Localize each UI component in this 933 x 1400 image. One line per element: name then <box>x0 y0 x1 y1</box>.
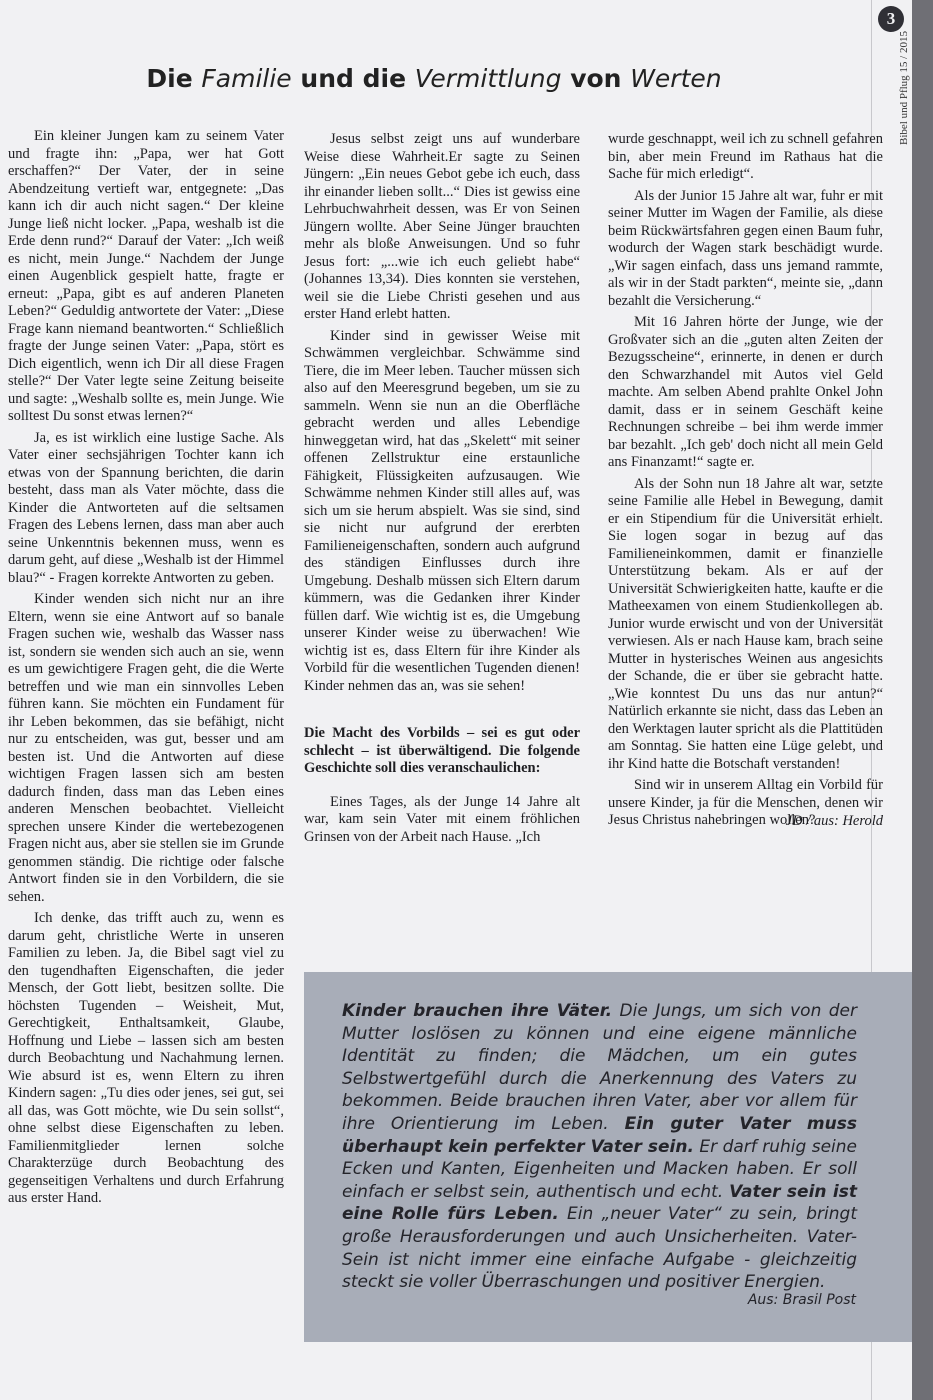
title-word: Die <box>146 64 193 93</box>
paragraph: Ich denke, das trifft auch zu, wenn es darum geht, christliche Werte in unseren Familien zu leben. Ja, die Bibel sagt viel zu den tugendhaften Eigenschaften, die jeder Mensch, der Gott liebt, besitzen sollte. Die höchsten Tugenden – Weisheit, Mut, Gerechtigkeit, Enthaltsamkeit, Glaube, Hoffnung und Liebe – lassen sich am besten durch Beobachtung und Nachahmung lernen. Wie absurd ist es, wenn Eltern zu ihren Kindern sagen: „Tu dies oder jenes, sei gut, sei all das, was Gott möchte, wie Du sein sollst“, ohne selbst diese Eigenschaften zu leben. Familienmitglieder lernen solche Charakterzüge durch Beobachtung des gegenseitigen Verhaltens und durch Erfahrung aus erster Hand. <box>8 910 284 1206</box>
quote-box-text <box>342 1000 857 1294</box>
title-word: von <box>570 64 622 93</box>
article-column-3 <box>608 131 883 830</box>
paragraph: Eines Tages, als der Junge 14 Jahre alt war, kam sein Vater mit einem fröhlichen Grinsen von der Arbeit nach Hause. „Ich <box>304 793 580 845</box>
title-word-italic: Familie <box>201 64 292 93</box>
paragraph: Kinder wenden sich nicht nur an ihre Eltern, wenn sie eine Antwort auf so banale Fragen suchen wie, weshalb das Wasser nass ist, sondern sie wenden sich auch an sie, wenn es um gewichtigere Fragen geht, die die Werte betreffen und wie man ein sinnvolles Leben führen kann. Sie möchten ein Fundament für ihr Leben bekommen, das sie befähigt, nicht nur zu entscheiden, was gut, besser und am besten ist. Und die Antworten auf diese wichtigen Fragen lassen sich am besten dadurch finden, dass man das Leben eines anderen Menschen beobachtet. Vielleicht sprechen unsere Kinder die wertebezogenen Fragen nicht aus, aber sie stellen sie im Grunde genommen ständig. Die richtige oder falsche Antwort finden sie in den Vorbildern, die sie sehen. <box>8 591 284 905</box>
quote-box <box>304 972 912 1342</box>
paragraph: Als der Junior 15 Jahre alt war, fuhr er mit seiner Mutter im Wagen der Familie, als diese beim Rückwärtsfahren gegen einen Baum fuhr, wodurch der Wagen stark beschädigt wurde. „Wir sagen einfach, dass uns jemand rammte, als wir in der Stadt parkten“, meinte sie, „dann bezahlt die Versicherung.“ <box>608 187 883 309</box>
quote-text: Die Jungs, um sich von der Mutter loslösen zu können und eine eigene männliche Identität zu finden; die Mädchen, um ein gutes Selbstwertgefühl durch die Anerkennung des Vaters zu bekommen. Beide brauchen ihren Vater, aber vor allem für ihre Orientierung im Leben. <box>342 1001 858 1134</box>
article-signature: JD / aus: Herold <box>785 812 883 829</box>
title-word: und die <box>300 64 407 93</box>
paragraph: Jesus selbst zeigt uns auf wunderbare Weise diese Wahrheit.Er sagte zu Seinen Jüngern: „Ein neues Gebot gebe ich euch, dass ihr einander lieben sollt...“ Dies ist gewiss eine Lehrbuchwahrheit dessen, was Er von Seinen Jüngern wollte. Aber Seine Jünger brauchten mehr als bloße Anweisungen. Und so fuhr Jesus fort: „...wie ich euch geliebt habe“ (Johannes 13,34). Dies konnten sie verstehen, weil sie die Liebe Christi gesehen und aus erster Hand erlebt hatten. <box>304 131 580 322</box>
quote-emphasis: Kinder brauchen ihre Väter. <box>342 1001 613 1021</box>
article-column-2 <box>304 131 580 846</box>
title-word-italic: Vermittlung <box>414 64 562 93</box>
quote-text: Ein „neuer Vater“ zu sein, bringt große Herausforderungen und auch Unsicherheiten. Vater-Sein ist nicht immer eine einfache Aufgabe - gleichzeitig steckt sie voller Überraschungen und positiver Energien. <box>342 1204 857 1293</box>
quote-emphasis: Vater sein ist eine Rolle fürs Leben. <box>342 1181 858 1225</box>
paragraph: Ein kleiner Jungen kam zu seinem Vater und fragte ihn: „Papa, wer hat Gott erschaffen?“ Der Vater, der in seine Abendzeitung vertieft war, entgegnete: „Das kann ich dir auch nicht sagen.“ Der kleine Junge ließ nicht locker. „Papa, weshalb ist die Erde denn rund?“ Darauf der Vater: „Ich weiß es nicht, mein Junge.“ Nachdem der Junge einen Augenblick gespielt hatte, fragte er erneut: „Papa, gibt es auf anderen Planeten Leben?“ Geduldig antwortete der Vater: „Diese Frage kann niemand beantworten.“ Schließlich fragte der Junge seinen Vater: „Papa, stört es Dich eigentlich, wenn ich Dir all diese Fragen stelle?“ Der Vater legte seine Zeitung beiseite und sagte: „Weshalb sollte es, mein Junge. Wie solltest Du sonst etwas lernen?“ <box>8 128 284 424</box>
quote-emphasis: Ein guter Vater muss überhaupt kein perfekter Vater sein. <box>342 1113 857 1157</box>
quote-text: Er darf ruhig seine Ecken und Kanten, Eigenheiten und Macken haben. Er soll einfach er selbst sein, authentisch und echt. <box>342 1136 857 1202</box>
paragraph: Mit 16 Jahren hörte der Junge, wie der Großvater sich an die „guten alten Zeiten der Bezugsscheine“, erinnerte, in denen er durch den Schwarzhandel mit Autos viel Geld machte. Am selben Abend prahlte Onkel John damit, dass er in seinem Geschäft keine Rechnungen schreibe – bei ihm werde immer bar bezahlt. „Ich geb' doch nicht all mein Geld ans Finanzamt!“ sagte er. <box>608 314 883 470</box>
paragraph: Als der Sohn nun 18 Jahre alt war, setzte seine Familie alle Hebel in Bewegung, damit er ein Stipendium für die Universität erhielt. Sie logen sogar in bezug auf das Familieneinkommen, damit er finanzielle Unterstützung bekam. Als er auf der Universität Schwierigkeiten hatte, kaufte er die Matheexamen von einem Studienkollegen ab. Junior wurde erwischt und von der Universität verwiesen. Als er nach Hause kam, brach seine Mutter in hysterisches Weinen aus angesichts der Schande, die er über sie gebracht hatte. „Wie konntest Du uns das nur antun?“ Natürlich erkannte sie nicht, dass das Leben an den Werktagen lauter spricht als die Plattitüden am Sonntag. Sie hatten eine Lüge gelebt, und ihr Kind hatte die Botschaft verstanden! <box>608 475 883 772</box>
title-word-italic: Werten <box>630 64 722 93</box>
paragraph: Kinder sind in gewisser Weise mit Schwämmen vergleichbar. Schwämme sind Tiere, die im Meer leben. Taucher müssen sich also auf den Meeresgrund begeben, um sie zu sammeln. Wenn sie nun an die Oberfläche gebracht werden und alles Lebendige hinweggetan wird, hat das „Skelett“ mit seiner offenen Zellstruktur eine erstaunliche Fähigkeit, Flüssigkeiten aufzusaugen. Wie Schwämme nehmen Kinder still alles auf, was sich um sie herum abspielt. Was sie sind, sind sie nicht nur aufgrund der ererbten Familieneigenschaften, sondern auch aufgrund des ständigen Einflusses durch ihre Umgebung. Deshalb müssen sich Eltern darum kümmern, was die Gedanken ihrer Kinder füllen darf. Wie wichtig ist es, die Umgebung unserer Kinder weise zu überwachen! Wie wichtig ist es, dass Eltern für ihre Kinder als Vorbild für die wesentlichen Tugenden dienen! Kinder nehmen das an, was sie sehen! <box>304 327 580 694</box>
paragraph: Ja, es ist wirklich eine lustige Sache. Als Vater einer sechsjährigen Tochter kann ich etwas von der Spannung berichten, die darin besteht, dass man als Vater möchte, dass die Kinder die Antworteten auf die seltsamen Fragen des Lebens lernen, dass man aber auch seine Unkenntnis bekennen muss, wenn es darum geht, auf diese „Weshalb ist der Himmel blau?“ - Fragen korrekte Antworten zu geben. <box>8 429 284 586</box>
article-column-1 <box>8 128 284 1208</box>
story-subheading: Die Macht des Vorbilds – sei es gut oder schlecht – ist überwältigend. Die folgende Geschichte soll dies veranschaulichen: <box>304 725 580 776</box>
issue-label: Bibel und Pflug 15 / 2015 <box>898 31 910 145</box>
page-number-badge: 3 <box>878 6 904 32</box>
quote-box-source: Aus: Brasil Post <box>747 1292 856 1308</box>
article-title <box>0 64 868 93</box>
paragraph: Sind wir in unserem Alltag ein Vorbild für unsere Kinder, ja für die Menschen, denen wir Jesus Christus nahebringen wollen? <box>608 777 883 828</box>
paragraph: wurde geschnappt, weil ich zu schnell gefahren bin, aber mein Freund im Rathaus hat die Sache für mich erledigt“. <box>608 131 883 182</box>
